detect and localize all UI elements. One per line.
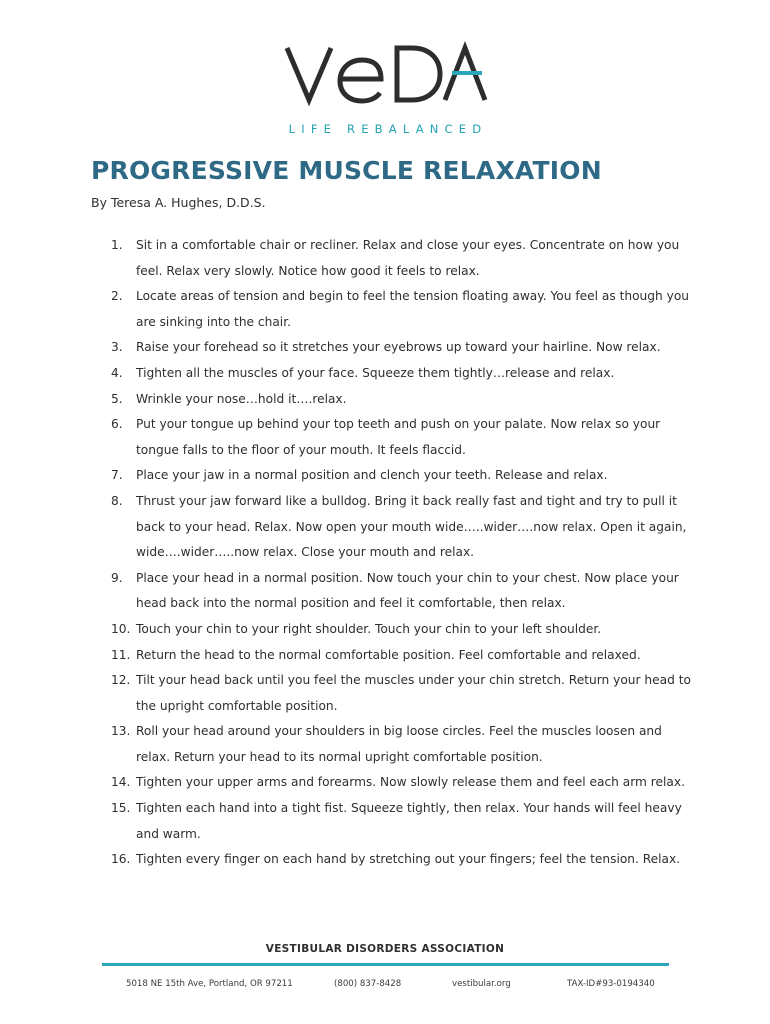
step-number: 1. — [111, 238, 123, 252]
list-item — [91, 566, 691, 617]
list-item — [91, 412, 691, 463]
step-text: Locate areas of tension and begin to feel the tension floating away. You feel as though you are sinking into the chair. — [136, 289, 690, 329]
list-item — [91, 668, 691, 719]
step-text: Tighten every finger on each hand by stretching out your fingers; feel the tension. Relax. — [136, 852, 681, 867]
list-item — [91, 847, 691, 873]
list-item — [91, 796, 691, 847]
list-item — [91, 284, 691, 335]
list-item — [91, 387, 691, 413]
list-item — [91, 335, 691, 361]
list-item — [91, 643, 691, 669]
step-number: 12. — [111, 673, 131, 688]
step-text: Thrust your jaw forward like a bulldog. Bring it back really fast and tight and try to pull it back to your head. Relax. Now open your mouth wide…..wider….now relax. Open it again, wide….wider…..now relax. Close your mouth and relax. — [136, 493, 687, 560]
steps-list — [91, 233, 691, 873]
list-item — [91, 463, 691, 489]
step-number: 8. — [111, 493, 123, 508]
step-text: Place your jaw in a normal position and clench your teeth. Release and relax. — [136, 468, 608, 483]
step-text: Put your tongue up behind your top teeth and push on your palate. Now relax so your tongue falls to the floor of your mouth. It feels flaccid. — [136, 417, 661, 457]
step-number: 16. — [111, 852, 131, 867]
footer-tax-id: TAX-ID#93-0194340 — [567, 979, 655, 989]
step-text: Raise your forehead so it stretches your eyebrows up toward your hairline. Now relax. — [136, 340, 661, 355]
veda-logo-mark — [282, 38, 492, 108]
step-text: Roll your head around your shoulders in big loose circles. Feel the muscles loosen and relax. Return your head to its normal upright comfortable position. — [136, 724, 662, 764]
footer-phone: (800) 837-8428 — [334, 979, 402, 989]
footer-organization: VESTIBULAR DISORDERS ASSOCIATION — [265, 943, 505, 955]
list-item — [91, 233, 691, 284]
footer-divider — [102, 963, 669, 966]
author-byline: By Teresa A. Hughes, D.D.S. — [91, 195, 266, 210]
step-number: 11. — [111, 647, 131, 662]
footer-address: 5018 NE 15th Ave, Portland, OR 97211 — [126, 979, 293, 989]
step-text: Place your head in a normal position. Now touch your chin to your chest. Now place your head back into the normal position and feel it comfortable, then relax. — [136, 570, 679, 611]
step-text: Tighten your upper arms and forearms. Now slowly release them and feel each arm relax. — [136, 775, 685, 790]
step-number: 5. — [111, 391, 123, 406]
step-text: Tighten each hand into a tight fist. Squeeze tightly, then relax. Your hands will feel heavy and warm. — [136, 801, 682, 841]
step-number: 4. — [111, 365, 123, 380]
list-item — [91, 489, 691, 566]
step-text: Return the head to the normal comfortable position. Feel comfortable and relaxed. — [136, 647, 641, 662]
step-number: 2. — [111, 289, 123, 304]
step-text: Touch your chin to your right shoulder. Touch your chin to your left shoulder. — [136, 621, 602, 636]
step-number: 9. — [111, 570, 123, 585]
step-text: Tilt your head back until you feel the muscles under your chin stretch. Return your head to the upright comfortable position. — [136, 673, 691, 713]
step-number: 10. — [111, 621, 131, 636]
step-number: 13. — [111, 724, 131, 739]
list-item — [91, 617, 691, 643]
step-number: 3. — [111, 340, 123, 355]
step-number: 7. — [111, 468, 123, 483]
step-text: Sit in a comfortable chair or recliner. Relax and close your eyes. Concentrate on how you feel. Relax very slowly. Notice how good it feels to relax. — [136, 238, 680, 278]
step-number: 6. — [111, 417, 123, 432]
logo-tagline: LIFE REBALANCED — [288, 122, 488, 136]
list-item — [91, 719, 691, 770]
page-title: PROGRESSIVE MUSCLE RELAXATION — [91, 156, 602, 185]
step-text: Tighten all the muscles of your face. Squeeze them tightly…release and relax. — [136, 365, 615, 380]
footer-website: vestibular.org — [452, 979, 511, 989]
step-number: 14. — [111, 775, 131, 790]
list-item — [91, 770, 691, 796]
step-text: Wrinkle your nose…hold it….relax. — [136, 391, 347, 406]
step-number: 15. — [111, 801, 131, 816]
list-item — [91, 361, 691, 387]
